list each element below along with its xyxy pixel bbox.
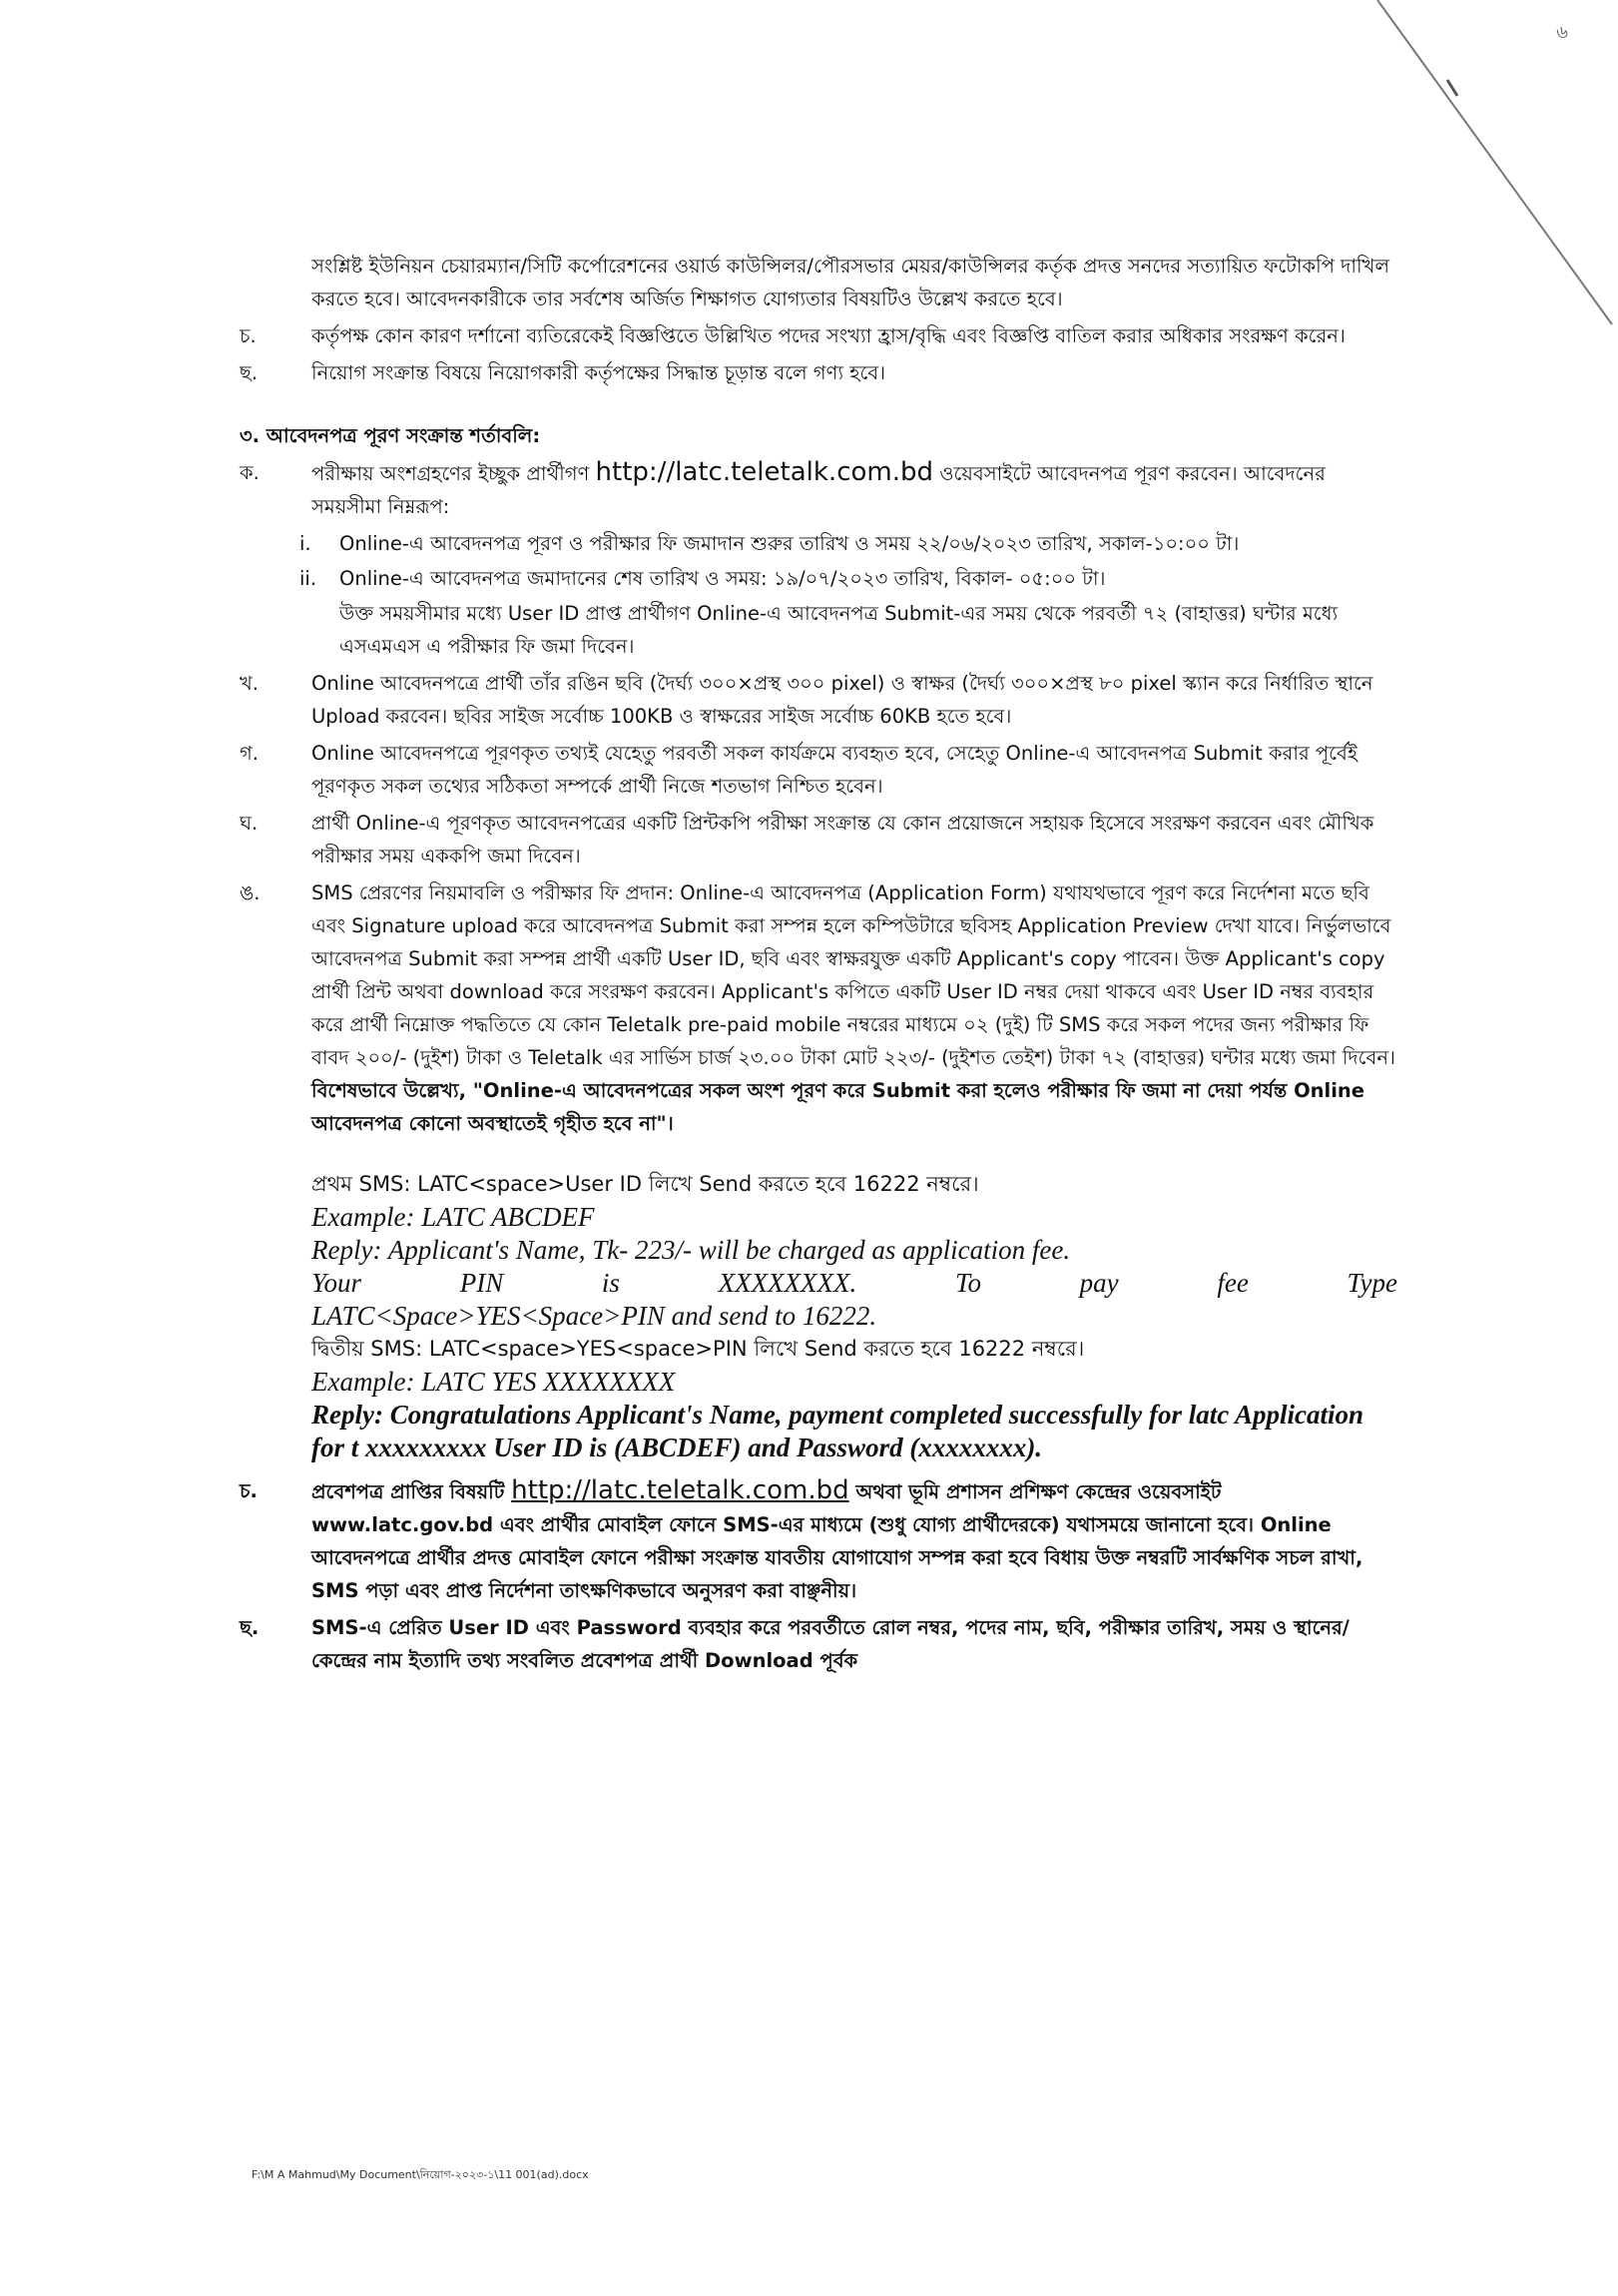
reply-word: pay (1079, 1268, 1119, 1298)
sms-first-line: প্রথম SMS: LATC<space>User ID লিখে Send করতে হবে 16222 নম্বরে। (311, 1172, 979, 1196)
intro-paragraph: সংশ্লিষ্ট ইউনিয়ন চেয়ারম্যান/সিটি কর্পোরেশনের ওয়ার্ড কাউন্সিলর/পৌরসভার মেয়র/কাউন্সিলর কর্তৃক প্রদত্ত সনদের সত্যায়িত ফটোকপি দাখিল করতে হবে। আবেদনকারীকে তার সর্বশেষ অর্জিত শিক্ষাগত যোগ্যতার বিষয়টিও উল্লেখ করতে হবে। (311, 255, 1389, 310)
clause-chha-2 (240, 1611, 1397, 1677)
clause-text: Online আবেদনপত্রে পূরণকৃত তথ্যই যেহেতু পরবর্তী সকল কার্যক্রমে ব্যবহৃত হবে, সেহেতু Online-এ আবেদনপত্র Submit করার পূর্বেই পূরণকৃত সকল তথ্যের সঠিকতা সম্পর্কে প্রার্থী নিজে শতভাগ নিশ্চিত হবেন। (311, 742, 1357, 798)
clause-text: প্রার্থী Online-এ পূরণকৃত আবেদনপত্রের একটি প্রিন্টকপি পরীক্ষা সংক্রান্ত যে কোন প্রয়োজনে সহায়ক হিসেবে সংরক্ষণ করবেন এবং মৌখিক পরীক্ষার সময় এককপি জমা দিবেন। (311, 812, 1374, 867)
section-3-heading: ৩. আবেদনপত্র পূরণ সংক্রান্ত শর্তাবলি: (240, 424, 541, 447)
clause-marker: ছ. (240, 1616, 260, 1639)
reply-word: is (601, 1268, 620, 1298)
sms-second-example: Example: LATC YES XXXXXXXX (311, 1367, 676, 1397)
sms-first-reply-2 (311, 1267, 1397, 1300)
sub-text: Online-এ আবেদনপত্র পূরণ ও পরীক্ষার ফি জমাদান শুরুর তারিখ ও সময় ২২/০৬/২০২৩ তারিখ, সকাল-১০:০০ টা। (339, 532, 1240, 555)
clause-emphasis: বিশেষভাবে উল্লেখ্য, "Online-এ আবেদনপত্রের সকল অংশ পূরণ করে Submit করা হলেও পরীক্ষার ফি জমা না দেয়া পর্যন্ত Online আবেদনপত্র কোনো অবস্থাতেই গৃহীত হবে না"। (311, 1079, 1365, 1135)
clause-kha (240, 667, 1397, 733)
clause-text-after: ওয়েবসাইটে আবেদনপত্র পূরণ করবেন। আবেদনের সময়সীমা নিম্নরূপ: (311, 462, 1326, 518)
reply-word: PIN (459, 1268, 504, 1298)
reply-word: Type (1347, 1268, 1397, 1298)
clause-text: নিয়োগ সংক্রান্ত বিষয়ে নিয়োগকারী কর্তৃপক্ষের সিদ্ধান্ত চূড়ান্ত বলে গণ্য হবে। (311, 361, 886, 384)
sms-second-line: দ্বিতীয় SMS: LATC<space>YES<space>PIN লিখে Send করতে হবে 16222 নম্বরে। (311, 1337, 1085, 1361)
clause-marker: ক. (240, 461, 260, 484)
clause-marker: চ. (240, 1479, 258, 1502)
website-link[interactable]: http://latc.teletalk.com.bd (595, 457, 933, 487)
clause-marker: খ. (240, 672, 260, 695)
sms-first-reply-3: LATC<Space>YES<Space>PIN and send to 16222. (311, 1301, 877, 1331)
sms-second-reply: Reply: Congratulations Applicant's Name, payment completed successfully for latc Application for t xxxxxxxxx User ID is (ABCDEF) and Password (xxxxxxxx). (311, 1400, 1363, 1462)
sub-continuation: উক্ত সময়সীমার মধ্যে User ID প্রাপ্ত প্রার্থীগণ Online-এ আবেদনপত্র Submit-এর সময় থেকে পরবর্তী ৭২ (বাহাত্তর) ঘন্টার মধ্যে এসএমএস এ পরীক্ষার ফি জমা দিবেন। (339, 602, 1339, 658)
website-link[interactable]: http://latc.teletalk.com.bd (511, 1475, 849, 1505)
clause-text: SMS প্রেরণের নিয়মাবলি ও পরীক্ষার ফি প্রদান: Online-এ আবেদনপত্র (Application Form) যথাযথভাবে পূরণ করে নির্দেশনা মতে ছবি এবং Signature upload করে আবেদনপত্র Submit করা সম্পন্ন হলে কম্পিউটারে ছবিসহ Application Preview দেখা যাবে। নির্ভুলভাবে আবেদনপত্র Submit করা সম্পন্ন প্রার্থী একটি User ID, ছবি এবং স্বাক্ষরযুক্ত একটি Applicant's copy পাবেন। উক্ত Applicant's copy প্রার্থী প্রিন্ট অথবা download করে সংরক্ষণ করবেন। Applicant's কপিতে একটি User ID নম্বর দেয়া থাকবে এবং User ID নম্বর ব্যবহার করে প্রার্থী নিম্নোক্ত পদ্ধতিতে যে কোন Teletalk pre-paid mobile নম্বরের মাধ্যমে ০২ (দুই) টি SMS করে সকল পদের জন্য পরীক্ষার ফি বাবদ ২০০/- (দুইশ) টাকা ও Teletalk এর সার্ভিস চার্জ ২৩.০০ টাকা মোট ২২৩/- (দুইশত তেইশ) টাকা ৭২ (বাহাত্তর) ঘন্টার মধ্যে জমা দিবেন। (311, 881, 1395, 1069)
clause-text: কর্তৃপক্ষ কোন কারণ দর্শানো ব্যতিরেকেই বিজ্ঞপ্তিতে উল্লিখিত পদের সংখ্যা হ্রাস/বৃদ্ধি এবং বিজ্ঞপ্তি বাতিল করার অধিকার সংরক্ষণ করেন। (311, 324, 1346, 347)
page-mark: ৬ (1556, 22, 1568, 43)
clause-marker: চ. (240, 324, 257, 347)
reply-word: To (954, 1268, 981, 1298)
document-body (240, 250, 1397, 1681)
clause-text: Online আবেদনপত্রে প্রার্থী তাঁর রঙিন ছবি (দৈর্ঘ্য ৩০০×প্রস্থ ৩০০ pixel) ও স্বাক্ষর (দৈর্ঘ্য ৩০০×প্রস্থ ৮০ pixel স্ক্যান করে নির্ধারিত স্থানে Upload করবেন। ছবির সাইজ সর্বোচ্চ 100KB ও স্বাক্ষরের সাইজ সর্বোচ্চ 60KB হতে হবে। (311, 672, 1373, 728)
reply-word: Your (311, 1268, 362, 1298)
clause-text-after: অথবা ভূমি প্রশাসন প্রশিক্ষণ কেন্দ্রের ওয়েবসাইট www.latc.gov.bd এবং প্রার্থীর মোবাইল ফোনে SMS-এর মাধ্যমে (শুধু যোগ্য প্রার্থীদেরকে) যথাসময়ে জানানো হবে। Online আবেদনপত্রে প্রার্থীর প্রদত্ত মোবাইল ফোনে পরীক্ষা সংক্রান্ত যাবতীয় যোগাযোগ সম্পন্ন করা হবে বিধায় উক্ত নম্বরটি সার্বক্ষণিক সচল রাখা, SMS পড়া এবং প্রাপ্ত নির্দেশনা তাৎক্ষণিকভাবে অনুসরণ করা বাঞ্ছনীয়। (311, 1480, 1363, 1602)
sub-text: Online-এ আবেদনপত্র জমাদানের শেষ তারিখ ও সময়: ১৯/০৭/২০২৩ তারিখ, বিকাল- ০৫:০০ টা। (339, 567, 1106, 590)
clause-uma (240, 876, 1397, 1140)
clause-ga (240, 737, 1397, 803)
sub-item-ii (299, 562, 1397, 595)
sms-instructions (311, 1168, 1397, 1464)
clause-cha (240, 319, 1397, 352)
sub-marker: ii. (299, 567, 317, 590)
sub-marker: i. (299, 532, 311, 555)
clause-text-before: প্রবেশপত্র প্রাপ্তির বিষয়টি (311, 1480, 512, 1503)
sms-first-example: Example: LATC ABCDEF (311, 1202, 595, 1232)
clause-marker: ছ. (240, 361, 259, 384)
clause-marker: ঘ. (240, 812, 259, 835)
sub-item-i (299, 527, 1397, 560)
scan-artifact-line (1377, 0, 1618, 329)
clause-gha (240, 807, 1397, 872)
clause-cha-2 (240, 1474, 1397, 1607)
clause-text: SMS-এ প্রেরিত User ID এবং Password ব্যবহার করে পরবর্তীতে রোল নম্বর, পদের নাম, ছবি, পরীক্ষার তারিখ, সময় ও স্থানের/কেন্দ্রের নাম ইত্যাদি তথ্য সংবলিত প্রবেশপত্র প্রার্থী Download পূর্বক (311, 1616, 1349, 1672)
clause-ka (240, 456, 1397, 523)
reply-word: XXXXXXXX. (718, 1268, 857, 1298)
clause-text-before: পরীক্ষায় অংশগ্রহণের ইচ্ছুক প্রার্থীগণ (311, 462, 596, 485)
clause-marker: গ. (240, 742, 259, 765)
reply-word: fee (1217, 1268, 1249, 1298)
file-path-footer: F:\M A Mahmud\My Document\নিয়োগ-২০২৩-১\11 001(ad).docx (252, 2168, 589, 2181)
clause-chha (240, 356, 1397, 389)
clause-marker: ঙ. (240, 881, 261, 904)
sms-first-reply-1: Reply: Applicant's Name, Tk- 223/- will be charged as application fee. (311, 1235, 1071, 1265)
